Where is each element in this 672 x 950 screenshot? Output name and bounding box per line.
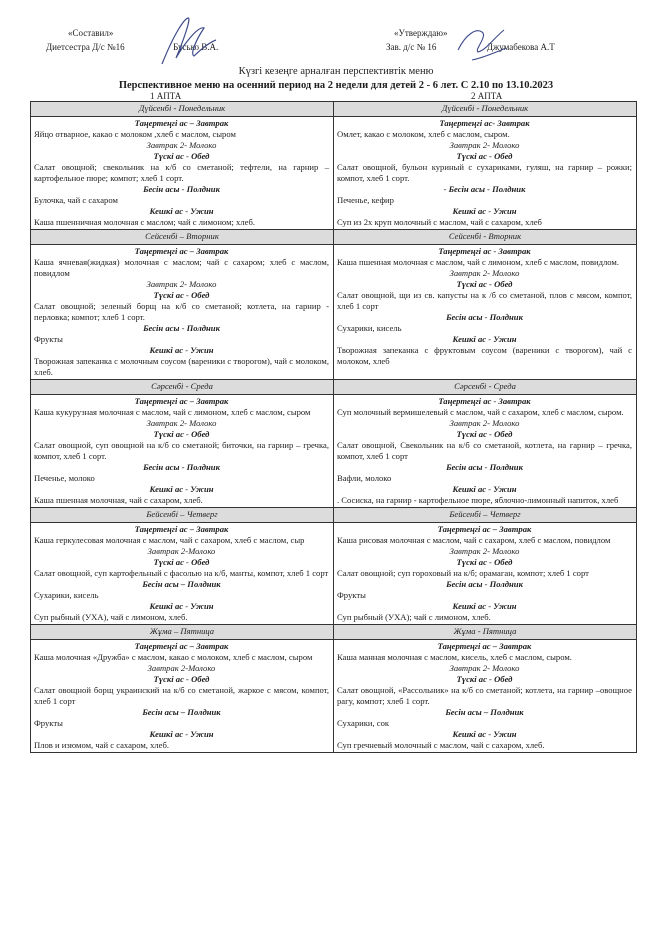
- lunch-text: Салат овощной; зеленый борщ на к/б со сметаной; котлета, на гарнир - перловка; компот; хлеб 1 сорт.: [34, 301, 329, 322]
- dinner-text: Суп рыбный (УХА), чай с лимоном, хлеб.: [34, 612, 188, 622]
- dinner-text: Каша пшенная молочная, чай с сахаром, хлеб.: [34, 495, 203, 505]
- lunch-label: Түскі ас - Обед: [456, 151, 513, 161]
- day-name-w1: Дүйсенбі - Понедельник: [31, 102, 334, 117]
- title-russian: Перспективное меню на осенний период на 2 недели для детей 2 - 6 лет. С 2.10 по 13.10.2023: [118, 80, 554, 91]
- snack-text: Вафли, молоко: [337, 473, 392, 483]
- compiled-by-role: Диетсестра Д/с №16: [46, 42, 125, 52]
- snack-text: Фрукты: [337, 590, 366, 600]
- second-breakfast-label: Завтрак 2- Молоко: [449, 546, 520, 556]
- lunch-text: Салат овощной, щи из св. капусты на к /б со сметаной, плов с мясом, компот, хлеб 1 сорт: [337, 290, 632, 311]
- day-header-row: [31, 625, 637, 640]
- lunch-text: Салат овощной; свекольник на к/б со сметаной; тефтели, на гарнир – картофельное пюре; компот; хлеб 1 сорт.: [34, 162, 329, 183]
- snack-text: Сухарики, кисель: [337, 323, 402, 333]
- day-menu-row: [31, 245, 637, 380]
- second-breakfast-label: Завтрак 2- Молоко: [449, 663, 520, 673]
- compiled-by-label: «Составил»: [68, 28, 114, 38]
- day-name-w2: Сейсенбі - Вторник: [334, 230, 637, 245]
- breakfast-text: Яйцо отварное, какао с молоком ,хлеб с маслом, сыром: [34, 129, 236, 139]
- approved-by-name: Джумабекова А.Т: [486, 42, 555, 52]
- week-2-label: 2 АПТА: [471, 91, 503, 101]
- day-name-w2: Бейсенбі – Четверг: [334, 508, 637, 523]
- dinner-text: Творожная запеканка с фруктовым соусом (вареники с творогом), чай с молоком, хлеб: [337, 345, 632, 366]
- second-breakfast-label: Завтрак 2- Молоко: [146, 418, 217, 428]
- lunch-text: Салат овощной, бульон куриный с сухариками, гуляш, на гарнир – рожки; компот, хлеб 1 сорт.: [337, 162, 632, 183]
- lunch-text: Салат овощной, суп картофельный с фасолью на к/б, манты, компот, хлеб 1 сорт: [34, 568, 329, 578]
- day-menu-cell-w2: [334, 640, 637, 753]
- lunch-label: Түскі ас - Обед: [456, 279, 513, 289]
- breakfast-text: Каша ячневая(жидкая) молочная с маслом; чай с сахаром; хлеб с маслом, повидлом: [34, 257, 329, 278]
- day-name-w2: Сәрсенбі - Среда: [334, 380, 637, 395]
- day-menu-cell-w2: [334, 245, 637, 380]
- dinner-text: Каша пшенничная молочная с маслом; чай с лимоном; хлеб.: [34, 217, 255, 227]
- compiled-by-line: [46, 42, 218, 52]
- lunch-label: Түскі ас - Обед: [153, 429, 210, 439]
- dinner-label: Кешкі ас - Ужин: [149, 484, 214, 494]
- snack-text: Булочка, чай с сахаром: [34, 195, 118, 205]
- day-name-w2: Дүйсенбі - Понедельник: [334, 102, 637, 117]
- breakfast-label: Таңертеңгі ас – Завтрак: [134, 396, 229, 406]
- breakfast-label: Таңертеңгі ас – Завтрак: [437, 524, 532, 534]
- lunch-text: Салат овощной; суп гороховый на к/б; орамаган, компот; хлеб 1 сорт: [337, 568, 589, 578]
- lunch-label: Түскі ас - Обед: [153, 151, 210, 161]
- snack-label: Бесін асы – Полдник: [445, 707, 524, 717]
- second-breakfast-label: Завтрак 2- Молоко: [146, 279, 217, 289]
- day-menu-cell-w1: [31, 395, 334, 508]
- snack-label: Бесін асы - Полдник: [446, 462, 523, 472]
- second-breakfast-label: Завтрак 2- Молоко: [449, 268, 520, 278]
- lunch-label: Түскі ас - Обед: [456, 429, 513, 439]
- snack-label: Бесін асы - Полдник: [143, 462, 220, 472]
- day-menu-row: [31, 640, 637, 753]
- breakfast-label: Таңертеңгі ас – Завтрак: [134, 524, 229, 534]
- day-menu-cell-w2: [334, 523, 637, 625]
- dinner-label: Кешкі ас - Ужин: [149, 729, 214, 739]
- snack-label: Бесін асы - Полдник: [446, 312, 523, 322]
- dinner-label: Кешкі ас - Ужин: [452, 484, 517, 494]
- breakfast-label: Таңертеңгі ас- Завтрак: [439, 118, 530, 128]
- snack-label: - Бесін асы - Полдник: [443, 184, 526, 194]
- day-header-row: [31, 380, 637, 395]
- compiled-by-name: Бусько В.А.: [173, 42, 219, 52]
- second-breakfast-label: Завтрак 2-Молоко: [147, 663, 216, 673]
- day-name-w1: Жұма – Пятница: [31, 625, 334, 640]
- day-menu-row: [31, 117, 637, 230]
- breakfast-text: Каша рисовая молочная с маслом, чай с сахаром, хлеб с маслом, повидлом: [337, 535, 611, 545]
- breakfast-label: Таңертеңгі ас – Завтрак: [134, 246, 229, 256]
- lunch-label: Түскі ас - Обед: [153, 674, 210, 684]
- snack-label: Бесін асы – Полдник: [142, 579, 221, 589]
- dinner-text: . Сосиска, на гарнир - картофельное пюре, яблочно-лимонный напиток, хлеб: [337, 495, 619, 505]
- approved-by-label: «Утверждаю»: [394, 28, 448, 38]
- second-breakfast-label: Завтрак 2- Молоко: [146, 140, 217, 150]
- dinner-label: Кешкі ас - Ужин: [452, 729, 517, 739]
- dinner-label: Кешкі ас - Ужин: [452, 206, 517, 216]
- dinner-label: Кешкі ас - Ужин: [452, 601, 517, 611]
- breakfast-label: Таңертеңгі ас - Завтрак: [438, 396, 531, 406]
- menu-table: [30, 101, 637, 753]
- dinner-label: Кешкі ас - Ужин: [149, 345, 214, 355]
- snack-label: Бесін асы - Полдник: [143, 184, 220, 194]
- breakfast-text: Каша манная молочная с маслом, кисель, хлеб с маслом, сыром.: [337, 652, 572, 662]
- dinner-text: Плов и изюмом, чай с сахаром, хлеб.: [34, 740, 170, 750]
- breakfast-text: Каша кукурузная молочная с маслом, чай с лимоном, хлеб с маслом, сыром: [34, 407, 311, 417]
- lunch-text: Салат овощной, «Рассольник» на к/б со сметаной; котлета, на гарнир –овощное рагу, компот; хлеб 1 сорт.: [337, 685, 632, 706]
- day-menu-cell-w2: [334, 117, 637, 230]
- week-1-label: 1 АПТА: [150, 91, 182, 101]
- snack-text: Печенье, кефир: [337, 195, 394, 205]
- snack-text: Фрукты: [34, 334, 63, 344]
- day-name-w1: Сәрсенбі - Среда: [31, 380, 334, 395]
- snack-text: Фрукты: [34, 718, 63, 728]
- dinner-label: Кешкі ас - Ужин: [149, 601, 214, 611]
- approved-by-line: [386, 42, 555, 52]
- breakfast-text: Суп молочный вермишелевый с маслом, чай с сахаром, хлеб с маслом, сыром.: [337, 407, 624, 417]
- lunch-text: Салат овощной, Свекольник на к/б со сметаной, котлета, на гарнир – гречка, компот, хлеб 1 сорт: [337, 440, 632, 461]
- lunch-label: Түскі ас - Обед: [153, 290, 210, 300]
- approved-by-role: Зав. д/с № 16: [386, 42, 437, 52]
- snack-label: Бесін асы - Полдник: [143, 323, 220, 333]
- snack-text: Сухарики, кисель: [34, 590, 99, 600]
- breakfast-label: Таңертеңгі ас – Завтрак: [134, 641, 229, 651]
- day-menu-cell-w1: [31, 640, 334, 753]
- dinner-text: Суп рыбный (УХА); чай с лимоном, хлеб.: [337, 612, 491, 622]
- second-breakfast-label: Завтрак 2-Молоко: [147, 546, 216, 556]
- menu-table-body: [31, 102, 637, 753]
- dinner-label: Кешкі ас - Ужин: [452, 334, 517, 344]
- dinner-text: Творожная запеканка с молочным соусом (вареники с творогом), чай с молоком, хлеб.: [34, 356, 329, 377]
- lunch-label: Түскі ас - Обед: [456, 674, 513, 684]
- day-header-row: [31, 102, 637, 117]
- day-name-w1: Бейсенбі – Четверг: [31, 508, 334, 523]
- day-menu-row: [31, 395, 637, 508]
- breakfast-text: Каша геркулесовая молочная с маслом, чай с сахаром, хлеб с маслом, сыр: [34, 535, 305, 545]
- second-breakfast-label: Завтрак 2- Молоко: [449, 418, 520, 428]
- second-breakfast-label: Завтрак 2- Молоко: [449, 140, 520, 150]
- lunch-label: Түскі ас - Обед: [456, 557, 513, 567]
- snack-text: Сухарики, сок: [337, 718, 390, 728]
- snack-text: Печенье, молоко: [34, 473, 95, 483]
- breakfast-text: Каша молочная «Дружба» с маслом, какао с молоком, хлеб с маслом, сыром: [34, 652, 313, 662]
- breakfast-label: Таңертеңгі ас – Завтрак: [134, 118, 229, 128]
- dinner-text: Суп из 2х круп молочный с маслом, чай с сахаром, хлеб: [337, 217, 542, 227]
- breakfast-label: Таңертеңгі ас – Завтрак: [437, 641, 532, 651]
- day-name-w2: Жұма - Пятница: [334, 625, 637, 640]
- day-menu-cell-w1: [31, 117, 334, 230]
- day-menu-cell-w1: [31, 523, 334, 625]
- day-header-row: [31, 508, 637, 523]
- day-menu-cell-w2: [334, 395, 637, 508]
- day-name-w1: Сейсенбі – Вторник: [31, 230, 334, 245]
- day-header-row: [31, 230, 637, 245]
- lunch-text: Салат овощной борщ украинский на к/б со сметаной, жаркое с мясом, компот, хлеб 1 сорт: [34, 685, 329, 706]
- lunch-text: Салат овощной, суп овощной на к/б со сметаной; биточки, на гарнир – гречка, компот, хлеб 1 сорт.: [34, 440, 329, 461]
- day-menu-cell-w1: [31, 245, 334, 380]
- snack-label: Бесін асы - Полдник: [446, 579, 523, 589]
- snack-label: Бесін асы – Полдник: [142, 707, 221, 717]
- breakfast-text: Омлет, какао с молоком, хлеб с маслом, сыром.: [337, 129, 510, 139]
- breakfast-label: Таңертеңгі ас - Завтрак: [438, 246, 531, 256]
- breakfast-text: Каша пшенная молочная с маслом, чай с лимоном, хлеб с маслом, повидлом.: [337, 257, 620, 267]
- title-kazakh: Күзгі кезеңге арналған перспективтік меню: [238, 66, 434, 77]
- dinner-label: Кешкі ас - Ужин: [149, 206, 214, 216]
- day-menu-row: [31, 523, 637, 625]
- signature-header: [0, 28, 672, 56]
- lunch-label: Түскі ас - Обед: [153, 557, 210, 567]
- dinner-text: Суп гречневый молочный с маслом, чай с сахаром, хлеб.: [337, 740, 545, 750]
